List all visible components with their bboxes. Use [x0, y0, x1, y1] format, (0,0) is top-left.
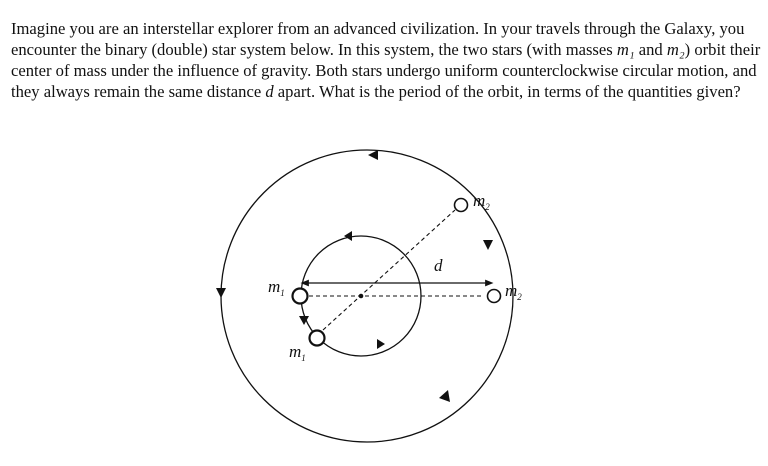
- label-distance-d: d: [434, 256, 443, 275]
- label-m2-right: $m_2$: [505, 281, 522, 302]
- inner-arrow-bottom: [377, 339, 385, 349]
- star-m2-upper: [455, 199, 468, 212]
- outer-arrow-left: [216, 288, 226, 298]
- question-part-4: apart. What is the period of the orbit, in terms of the quantities given?: [273, 82, 741, 101]
- mass-m1-text: m₁: [616, 40, 635, 59]
- outer-arrow-right: [483, 240, 493, 250]
- outer-arrow-bottom: [439, 390, 450, 402]
- star-m1-lower: [310, 331, 325, 346]
- star-m1-left: [293, 289, 308, 304]
- label-m1-lower: $m_1$: [289, 342, 306, 363]
- center-of-mass-dot: [359, 294, 364, 299]
- distance-d-text: d: [265, 82, 274, 101]
- label-m2-upper: $m_2$: [473, 191, 490, 212]
- inner-arrow-top: [344, 231, 352, 241]
- question-part-3: ) orbit their center of mass under the influence of gravity. Both stars undergo uniform counterclockwise circular motion, and they always remain the same distance: [11, 40, 765, 101]
- question-part-1: Imagine you are an interstellar explorer from an advanced civilization. In your travels through the Galaxy, you encounter the binary (double) star system below. In this system, the two stars (with masses: [11, 19, 749, 59]
- star-m2-right: [488, 290, 501, 303]
- label-m1-left: $m_1$: [268, 277, 285, 298]
- question-part-2: and: [634, 40, 667, 59]
- mass-m2-text: m₂: [666, 40, 685, 59]
- outer-arrow-top: [368, 150, 378, 160]
